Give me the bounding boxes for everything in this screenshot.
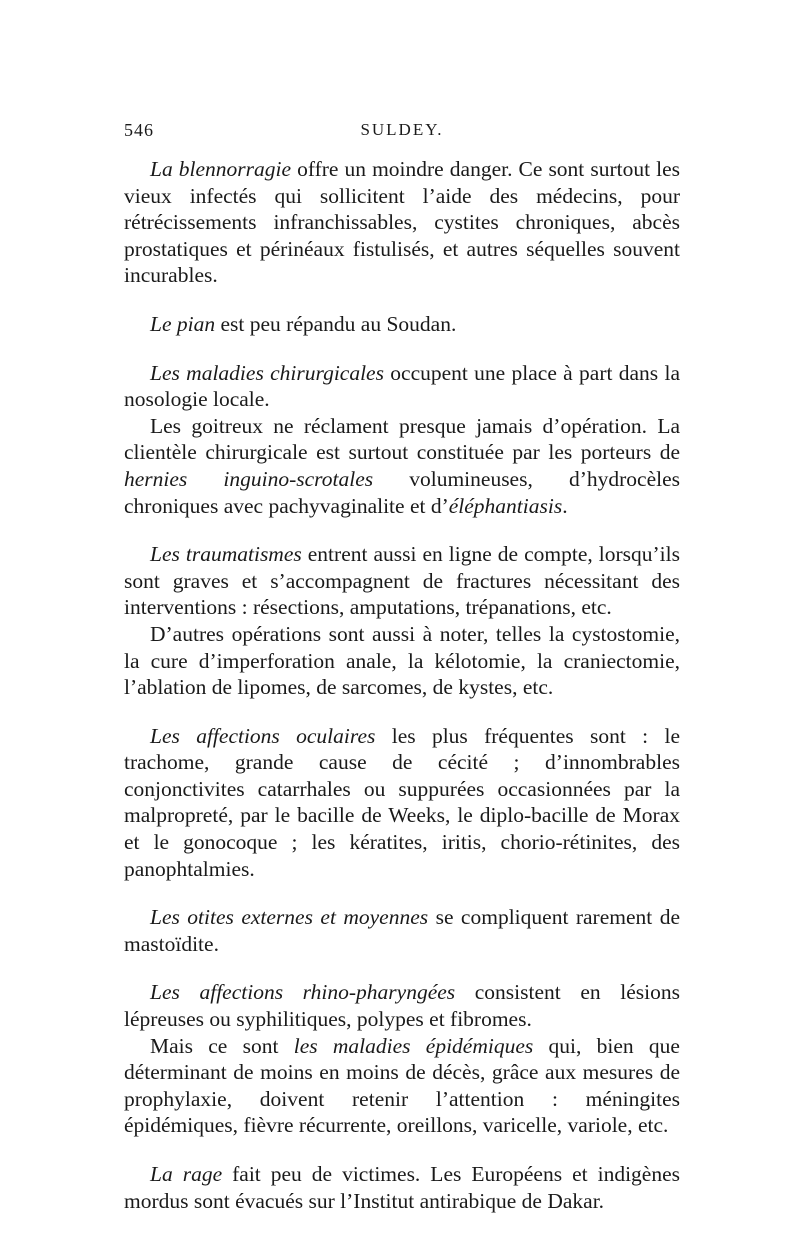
paragraph-blennorragie: La blennorragie offre un moindre danger. Ce sont surtout les vieux infectés qui sollicitent l’aide des médecins, pour rétrécissements infranchissables, cystites chroniques, abcès prostatiques et périnéaux fistulisés, et autres séquelles souvent incurables. bbox=[124, 157, 680, 288]
term-maladies-chirurgicales: Les maladies chirurgicales bbox=[150, 360, 384, 385]
paragraph-rhino-pharyngees: Les affections rhino-pharyngées consistent en lésions lépreuses ou syphilitiques, polypes et fibromes. bbox=[124, 980, 680, 1032]
term-traumatismes: Les traumatismes bbox=[150, 542, 302, 567]
paragraph-goitreux: Les goitreux ne réclament presque jamais d’opération. La clientèle chirurgicale est surtout constituée par les porteurs de hernies inguino-scrotales volumineuses, d’hydrocèles chroniques avec pachyvaginalite et d’éléphantiasis. bbox=[124, 413, 681, 518]
paragraph-otites: Les otites externes et moyennes se compliquent rarement de mastoïdite. bbox=[124, 905, 680, 956]
term-affections-oculaires: Les affections oculaires bbox=[150, 723, 376, 748]
paragraph-rage: La rage fait peu de victimes. Les Européens et indigènes mordus sont évacués sur l’Institut antirabique de Dakar. bbox=[124, 1162, 680, 1213]
page-header bbox=[124, 120, 680, 142]
paragraph-pian: Le pian est peu répandu au Soudan. bbox=[150, 311, 457, 336]
term-otites: Les otites externes et moyennes bbox=[150, 905, 429, 930]
body-text bbox=[124, 156, 680, 1214]
paragraph-maladies-chirurgicales: Les maladies chirurgicales occupent une place à part dans la nosologie locale. bbox=[124, 360, 680, 412]
term-rage: La rage bbox=[150, 1162, 223, 1186]
paragraph-traumatismes: Les traumatismes entrent aussi en ligne de compte, lorsqu’ils sont graves et s’accompagnent de fractures nécessitant des interventions : résections, amputations, trépanations, etc. bbox=[124, 542, 680, 620]
term-elephantiasis: éléphantiasis bbox=[448, 493, 563, 518]
paragraph-autres-operations: D’autres opérations sont aussi à noter, telles la cystostomie, la cure d’imperforation anale, la kélotomie, la craniectomie, l’ablation de lipomes, de sarcomes, de kystes, etc. bbox=[124, 621, 680, 700]
term-blennorragie: La blennorragie bbox=[150, 157, 292, 181]
paragraph-maladies-epidemiques: Mais ce sont les maladies épidémiques qui, bien que déterminant de moins en moins de décès, grâce aux mesures de prophylaxie, doivent retenir l’attention : méningites épidémiques, fièvre récurrente, oreillons, varicelle, variole, etc. bbox=[124, 1033, 680, 1138]
paragraph-affections-oculaires: Les affections oculaires les plus fréquentes sont : le trachome, grande cause de cécité ; d’innombrables conjonctivites catarrhales ou suppurées occasionnées par la malpropreté, par le bacille de Weeks, le diplo-bacille de Morax et le gonocoque ; les kératites, iritis, chorio-rétinites, des panophtalmies. bbox=[124, 723, 681, 881]
running-title: SULDEY. bbox=[360, 120, 444, 139]
term-maladies-epidemiques: les maladies épidémiques bbox=[293, 1033, 534, 1058]
term-rhino-pharyngees: Les affections rhino-pharyngées bbox=[150, 980, 456, 1005]
term-hernies: hernies inguino-scrotales bbox=[124, 466, 374, 491]
term-pian: Le pian bbox=[150, 311, 216, 336]
page-number: 546 bbox=[124, 120, 154, 140]
